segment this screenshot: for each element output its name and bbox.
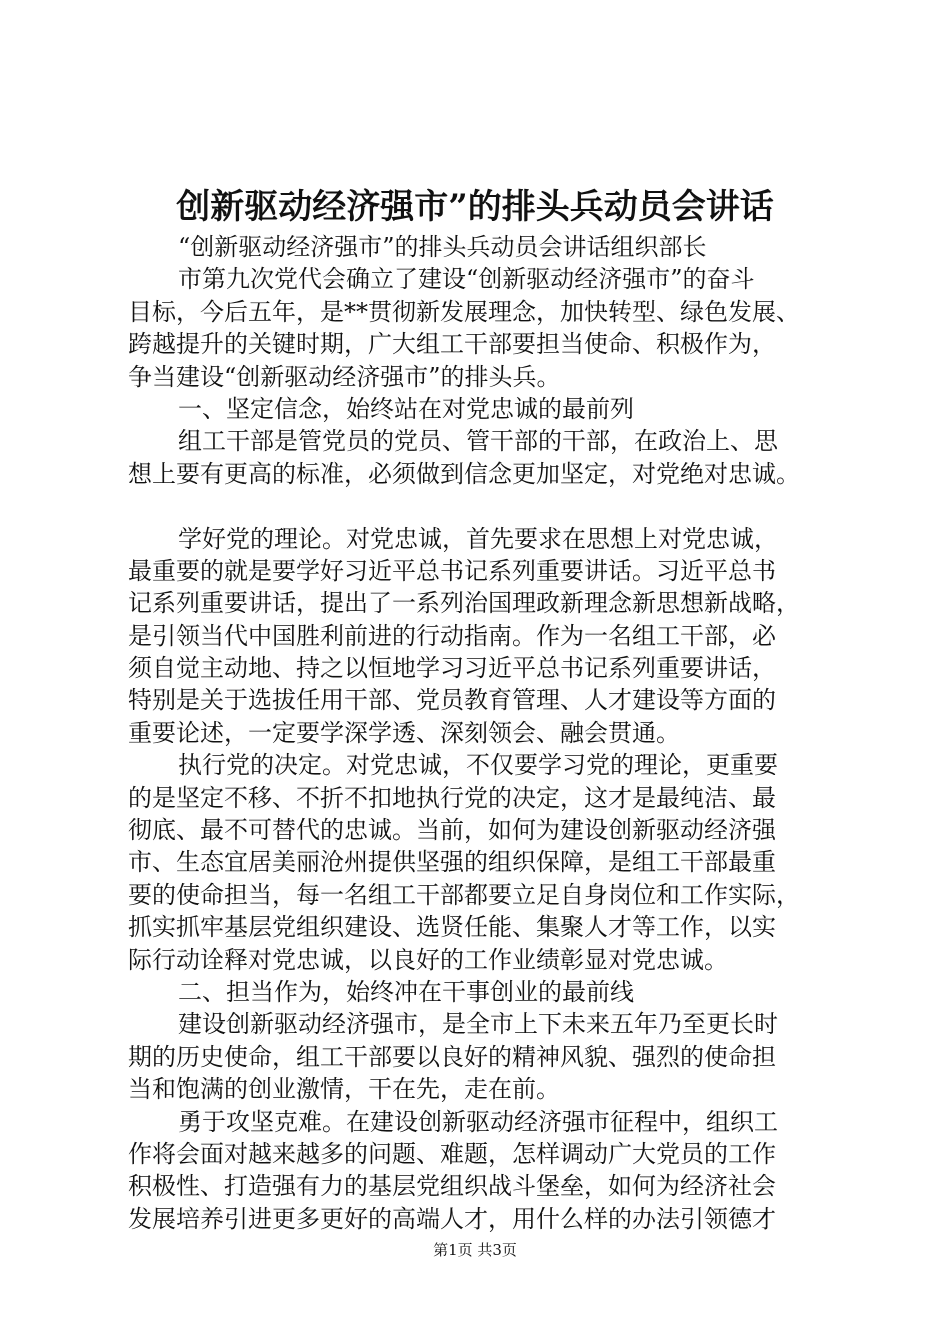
text-line: 重要论述，一定要学深学透、深刻领会、融会贯通。: [128, 718, 680, 747]
text-line: 积极性、打造强有力的基层党组织战斗堡垒，如何为经济社会: [128, 1172, 776, 1201]
text-line: 组工干部是管党员的党员、管干部的干部，在政治上、思: [178, 427, 778, 456]
blank-line: [128, 490, 834, 522]
text-line: 学好党的理论。对党忠诚，首先要求在思想上对党忠诚，: [178, 524, 778, 553]
text-line: “创新驱动经济强市”的排头兵动员会讲话组织部长: [178, 233, 707, 261]
text-line: 建设创新驱动经济强市，是全市上下未来五年乃至更长时: [178, 1010, 778, 1039]
text-line: 争当建设“创新驱动经济强市”的排头兵。: [128, 362, 561, 391]
text-line: 执行党的决定。对党忠诚，不仅要学习党的理论，更重要: [178, 751, 778, 780]
text-line: 期的历史使命，组工干部要以良好的精神风貌、强烈的使命担: [128, 1042, 776, 1071]
text-line: 的是坚定不移、不折不扣地执行党的决定，这才是最纯洁、最: [128, 783, 776, 812]
text-line: 市、生态宜居美丽沧州提供坚强的组织保障，是组工干部最重: [128, 848, 776, 877]
page-footer: 第1页 共3页: [433, 1241, 517, 1259]
page-title: 创新驱动经济强市”的排头兵动员会讲话: [176, 187, 774, 227]
text-line: 记系列重要讲话，提出了一系列治国理政新理念新思想新战略，: [128, 589, 800, 618]
text-line: 抓实抓牢基层党组织建设、选贤任能、集聚人才等工作，以实: [128, 913, 776, 942]
text-line: 跨越提升的关键时期，广大组工干部要担当使命、积极作为，: [128, 330, 776, 359]
text-line: 特别是关于选拔任用干部、党员教育管理、人才建设等方面的: [128, 686, 776, 715]
text-line: 当和饱满的创业激情，干在先，走在前。: [128, 1075, 560, 1104]
text-line: 想上要有更高的标准，必须做到信念更加坚定，对党绝对忠诚。: [128, 459, 800, 488]
text-line: 作将会面对越来越多的问题、难题，怎样调动广大党员的工作: [128, 1139, 776, 1168]
text-line: 一、坚定信念，始终站在对党忠诚的最前列: [178, 394, 634, 423]
text-line: 须自觉主动地、持之以恒地学习习近平总书记系列重要讲话，: [128, 654, 776, 683]
body-text: [128, 231, 834, 1235]
text-line: 是引领当代中国胜利前进的行动指南。作为一名组工干部，必: [128, 621, 776, 650]
text-line: 二、担当作为，始终冲在干事创业的最前线: [178, 977, 634, 1006]
text-line: 勇于攻坚克难。在建设创新驱动经济强市征程中，组织工: [178, 1107, 778, 1136]
text-line: 要的使命担当，每一名组工干部都要立足自身岗位和工作实际，: [128, 880, 800, 909]
text-line: 市第九次党代会确立了建设“创新驱动经济强市”的奋斗: [178, 265, 755, 294]
text-line: 彻底、最不可替代的忠诚。当前，如何为建设创新驱动经济强: [128, 816, 776, 845]
text-line: 最重要的就是要学好习近平总书记系列重要讲话。习近平总书: [128, 556, 776, 585]
text-line: 际行动诠释对党忠诚，以良好的工作业绩彰显对党忠诚。: [128, 945, 728, 974]
text-line: 目标，今后五年，是**贯彻新发展理念，加快转型、绿色发展、: [128, 297, 800, 326]
text-line: 发展培养引进更多更好的高端人才，用什么样的办法引领德才: [128, 1204, 776, 1233]
